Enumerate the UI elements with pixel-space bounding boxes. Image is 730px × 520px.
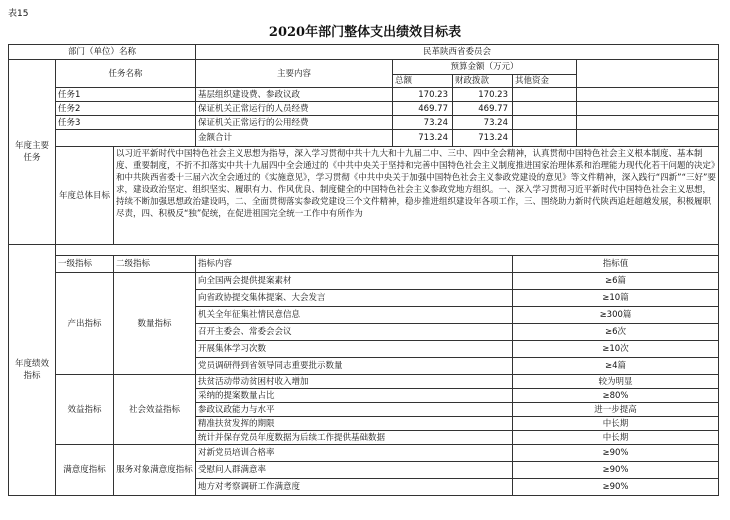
budget-fiscal-header: 财政拨款 bbox=[453, 75, 513, 88]
level1-header: 一级指标 bbox=[56, 256, 114, 273]
indicator-content-header: 指标内容 bbox=[196, 256, 513, 273]
blank-cell bbox=[577, 60, 719, 88]
indicator-value: ≥4篇 bbox=[513, 358, 719, 375]
total-amount: 713.24 bbox=[393, 130, 453, 147]
level1-benefit: 效益指标 bbox=[56, 375, 114, 445]
blank-cell bbox=[577, 88, 719, 102]
indicator-value: 中长期 bbox=[513, 417, 719, 431]
indicator-content: 地方对考察调研工作满意度 bbox=[196, 479, 513, 496]
indicator-value: ≥300篇 bbox=[513, 307, 719, 324]
task-name-header: 任务名称 bbox=[56, 60, 196, 88]
page-title: 2020年部门整体支出绩效目标表 bbox=[268, 25, 462, 40]
total-fiscal: 713.24 bbox=[453, 130, 513, 147]
indicator-content: 向全国两会提供提案素材 bbox=[196, 273, 513, 290]
task-total: 73.24 bbox=[393, 116, 453, 130]
task-name: 任务3 bbox=[56, 116, 196, 130]
task-fiscal: 73.24 bbox=[453, 116, 513, 130]
annual-tasks-label: 年度主要任务 bbox=[9, 60, 56, 245]
blank-cell bbox=[577, 130, 719, 147]
task-name: 任务1 bbox=[56, 88, 196, 102]
budget-header: 预算金额（万元） bbox=[393, 60, 577, 75]
task-content: 保证机关正常运行的人员经费 bbox=[196, 102, 393, 116]
indicators-label: 年度绩效指标 bbox=[9, 245, 56, 496]
task-total: 469.77 bbox=[393, 102, 453, 116]
indicator-value: ≥10篇 bbox=[513, 290, 719, 307]
task-fiscal: 469.77 bbox=[453, 102, 513, 116]
task-content: 基层组织建设费、参政议政 bbox=[196, 88, 393, 102]
indicator-content: 召开主委会、常委会会议 bbox=[196, 324, 513, 341]
indicator-content: 参政议政能力与水平 bbox=[196, 403, 513, 417]
spacer-row bbox=[56, 245, 719, 256]
table-number: 表15 bbox=[8, 9, 29, 19]
unit-name: 民革陕西省委员会 bbox=[196, 45, 719, 60]
task-content: 保证机关正常运行的公用经费 bbox=[196, 116, 393, 130]
indicator-value: ≥80% bbox=[513, 389, 719, 403]
total-other bbox=[513, 130, 577, 147]
task-fiscal: 170.23 bbox=[453, 88, 513, 102]
indicator-content: 党员调研得到省领导同志重要批示数量 bbox=[196, 358, 513, 375]
task-total: 170.23 bbox=[393, 88, 453, 102]
indicator-value: ≥6次 bbox=[513, 324, 719, 341]
task-name: 任务2 bbox=[56, 102, 196, 116]
level2-header: 二级指标 bbox=[114, 256, 196, 273]
level1-satisfaction: 满意度指标 bbox=[56, 445, 114, 496]
indicator-value: ≥90% bbox=[513, 479, 719, 496]
table-row bbox=[9, 116, 719, 130]
indicator-value: 较为明显 bbox=[513, 375, 719, 389]
task-other bbox=[513, 88, 577, 102]
total-label: 金额合计 bbox=[196, 130, 393, 147]
indicator-value-header: 指标值 bbox=[513, 256, 719, 273]
content-header: 主要内容 bbox=[196, 60, 393, 88]
table-row bbox=[9, 445, 719, 462]
indicator-value: ≥90% bbox=[513, 445, 719, 462]
indicator-content: 精准扶贫发挥的期限 bbox=[196, 417, 513, 431]
budget-other-header: 其他资金 bbox=[513, 75, 577, 88]
blank-cell bbox=[577, 116, 719, 130]
indicator-content: 机关全年征集社情民意信息 bbox=[196, 307, 513, 324]
task-other bbox=[513, 102, 577, 116]
indicator-content: 采纳的提案数量占比 bbox=[196, 389, 513, 403]
overall-goal-text: 以习近平新时代中国特色社会主义思想为指导，深入学习贯彻中共十九大和十九届二中、三中、四中全会精神，认真贯彻中国特色社会主义根本制度、基本制度、重要制度，不折不扣落实中共十九届四中全会通过的《中共中央关于坚持和完善中国特色社会主义制度推进国家治理体系和治理能力现代化若干问题的决定》和中共陕西省委十三届六次全会通过的《实施意见》，学习贯彻《中共中央关于加强中国特色社会主义参政党建设的意见》等文件精神，深入践行“四新”“三好”要求，建设政治坚定、组织坚实、履职有力、作风优良、制度健全的中国特色社会主义参政党地方组织。一、深入学习贯彻习近平新时代中国特色社会主义思想，持续不断加强思想政治建设吗，二、全面贯彻落实参政党建设三个文件精神，稳步推进组织建设年各项工作，三、围绕助力新时代陕西追赶超越发展，积极履职尽责，四、积极反“独”促统，在促进祖国完全统一工作中有所作为 bbox=[114, 147, 719, 245]
blank-cell bbox=[577, 102, 719, 116]
indicator-content: 扶贫活动带动贫困村收入增加 bbox=[196, 375, 513, 389]
indicator-value: ≥6篇 bbox=[513, 273, 719, 290]
indicator-content: 开展集体学习次数 bbox=[196, 341, 513, 358]
table-row bbox=[9, 273, 719, 290]
level2-service-satisfaction: 服务对象满意度指标 bbox=[114, 445, 196, 496]
indicator-value: 进一步提高 bbox=[513, 403, 719, 417]
indicator-content: 统计并保存党员年度数据为后续工作提供基础数据 bbox=[196, 431, 513, 445]
table-row bbox=[9, 375, 719, 389]
indicator-value: ≥90% bbox=[513, 462, 719, 479]
indicator-value: ≥10次 bbox=[513, 341, 719, 358]
indicator-content: 受慰问人群满意率 bbox=[196, 462, 513, 479]
task-other bbox=[513, 116, 577, 130]
level2-quantity: 数量指标 bbox=[114, 273, 196, 375]
level2-social-benefit: 社会效益指标 bbox=[114, 375, 196, 445]
budget-total-header: 总额 bbox=[393, 75, 453, 88]
blank-cell bbox=[56, 130, 196, 147]
performance-table bbox=[8, 44, 719, 496]
unit-label: 部门（单位）名称 bbox=[9, 45, 196, 60]
overall-goal-label: 年度总体目标 bbox=[56, 147, 114, 245]
indicator-content: 向省政协提交集体提案、大会发言 bbox=[196, 290, 513, 307]
table-row bbox=[9, 88, 719, 102]
indicator-value: 中长期 bbox=[513, 431, 719, 445]
level1-output: 产出指标 bbox=[56, 273, 114, 375]
total-row bbox=[9, 130, 719, 147]
table-row bbox=[9, 102, 719, 116]
indicator-content: 对新党员培训合格率 bbox=[196, 445, 513, 462]
